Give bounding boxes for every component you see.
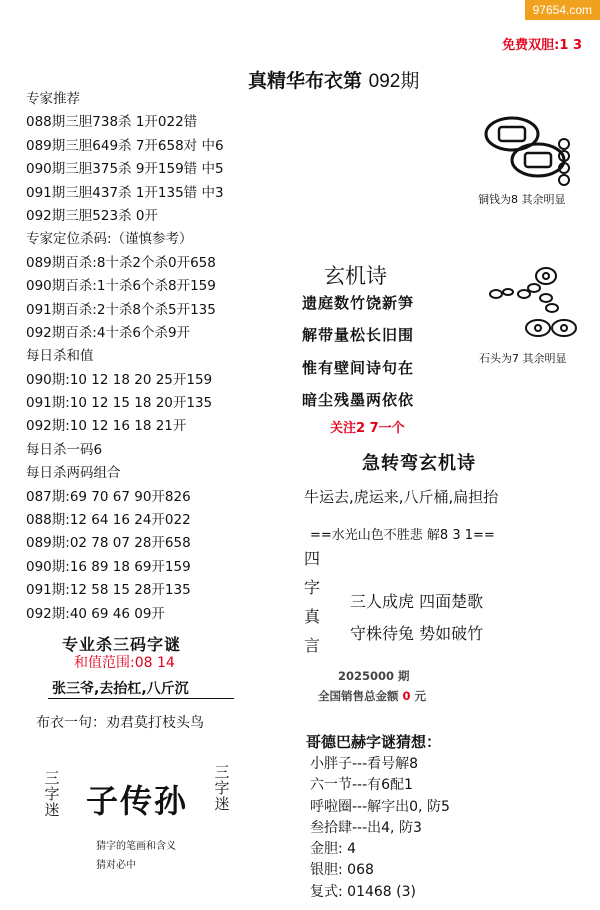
riddle-line: 张三爷,去抬杠,八斤沉 bbox=[52, 681, 189, 697]
goldbach-line: 银胆: 068 bbox=[310, 862, 374, 879]
list-line: 每日杀两码组合 bbox=[26, 465, 121, 482]
sales-line bbox=[318, 688, 426, 704]
hint-line: 猜字的笔画和含义 bbox=[96, 841, 176, 852]
sales-label: 全国销售总金额 bbox=[318, 689, 399, 703]
divider bbox=[48, 698, 234, 699]
goldbach-line: 金胆: 4 bbox=[310, 841, 357, 858]
goldbach-line: 叁拾肆---出4, 防3 bbox=[310, 819, 422, 836]
goldbach-list bbox=[310, 754, 450, 903]
list-line: 092期三胆523杀 0开 bbox=[26, 207, 158, 224]
three-riddle-label-left: 三字迷 bbox=[44, 769, 60, 819]
poem-line: 解带量松长旧围 bbox=[302, 326, 415, 344]
water-line: ==水光山色不胜悲 解8 3 1== bbox=[310, 528, 495, 543]
list-line: 091期:12 58 15 28开135 bbox=[26, 582, 191, 599]
issue-line: 2025000 期 bbox=[338, 669, 410, 683]
list-line: 091期:10 12 15 18 20开135 bbox=[26, 395, 213, 412]
poem-line: 遗庭数竹饶新笋 bbox=[302, 294, 415, 312]
list-line: 092期百杀:4十杀6个杀9开 bbox=[26, 324, 191, 341]
sum-range: 和值范围:08 14 bbox=[74, 655, 175, 671]
goldbach-line: 小胖子---看号解8 bbox=[310, 756, 419, 772]
coins-caption: 铜钱为8 其余明显 bbox=[478, 193, 566, 206]
turn-title: 急转弯玄机诗 bbox=[362, 453, 476, 474]
four-word-mantra-label: 四字真言 bbox=[304, 549, 321, 655]
list-line: 089期三胆649杀 7开658对 中6 bbox=[26, 137, 224, 154]
sales-amount: 0 bbox=[402, 689, 411, 703]
buyi-line: 布衣一句：劝君莫打枝头鸟 bbox=[36, 715, 204, 731]
list-line: 专家定位杀码:（谨慎参考） bbox=[26, 231, 193, 248]
poem-line: 惟有壁间诗句在 bbox=[302, 359, 415, 377]
goldbach-line: 复式: 01468 (3) bbox=[310, 883, 416, 900]
list-line: 090期:16 89 18 69开159 bbox=[26, 558, 191, 575]
promo-heading: 专业杀三码字谜 bbox=[62, 635, 182, 654]
title-issue: 092期 bbox=[368, 71, 420, 92]
list-line: 089期百杀:8十杀2个杀0开658 bbox=[26, 254, 216, 271]
stones-caption: 石头为7 其余明显 bbox=[479, 352, 567, 365]
turn-text: 牛运去,虎运来,八斤桶,扁担抬 bbox=[304, 488, 499, 506]
goldbach-line: 呼啦圈---解字出0, 防5 bbox=[310, 798, 450, 815]
idiom-line: 三人成虎 四面楚歌 bbox=[350, 592, 484, 611]
list-line: 088期:12 64 16 24开022 bbox=[26, 512, 191, 529]
focus-note: 关注2 7一个 bbox=[330, 421, 405, 436]
list-line: 089期:02 78 07 28开658 bbox=[26, 535, 191, 552]
poem-line: 暗尘残墨两依依 bbox=[302, 391, 415, 409]
list-line: 090期百杀:1十杀6个杀8开159 bbox=[26, 278, 216, 295]
expert-list bbox=[26, 88, 224, 626]
coins-illustration bbox=[482, 112, 582, 188]
stones-illustration bbox=[486, 262, 586, 348]
list-line: 090期三胆375杀 9开159错 中5 bbox=[26, 161, 224, 178]
list-line: 每日杀和值 bbox=[26, 348, 94, 365]
list-line: 092期:10 12 16 18 21开 bbox=[26, 418, 187, 435]
riddle-word: 子传孙 bbox=[86, 782, 189, 820]
sales-unit: 元 bbox=[414, 689, 427, 703]
list-line: 091期三胆437杀 1开135错 中3 bbox=[26, 184, 224, 201]
goldbach-title: 哥德巴赫字谜猜想： bbox=[306, 733, 442, 751]
list-line: 每日杀一码6 bbox=[26, 441, 103, 458]
list-line: 088期三胆738杀 1开022错 bbox=[26, 114, 198, 131]
watermark: 97654.com bbox=[525, 0, 600, 20]
idiom-line: 守株待兔 势如破竹 bbox=[350, 624, 484, 643]
page-title bbox=[248, 66, 419, 93]
title-text: 真精华布衣第 bbox=[248, 70, 363, 92]
list-line: 087期:69 70 67 90开826 bbox=[26, 488, 191, 505]
list-line: 092期:40 69 46 09开 bbox=[26, 605, 165, 622]
three-riddle-label-right: 三字迷 bbox=[214, 763, 230, 813]
list-line: 专家推荐 bbox=[26, 91, 80, 107]
hint-line: 猜对必中 bbox=[96, 860, 136, 871]
goldbach-line: 六一节---有6配1 bbox=[310, 777, 413, 794]
poem-title: 玄机诗 bbox=[324, 264, 387, 288]
list-line: 090期:10 12 18 20 25开159 bbox=[26, 371, 213, 388]
free-pick-label: 免费双胆:1 3 bbox=[502, 38, 582, 53]
list-line: 091期百杀:2十杀8个杀5开135 bbox=[26, 301, 216, 318]
